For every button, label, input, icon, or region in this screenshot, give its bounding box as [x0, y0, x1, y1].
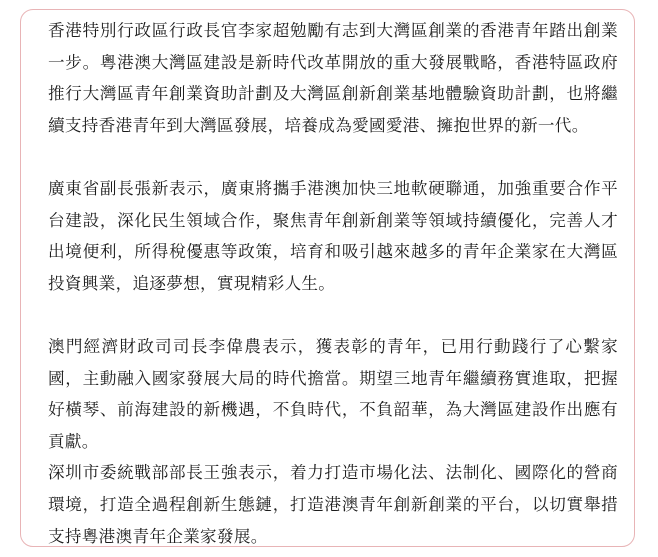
- paragraph-guangdong: 廣東省副長張新表示，廣東將攜手港澳加快三地軟硬聯通，加強重要合作平台建設，深化民生領域合作，聚焦青年創新創業等領域持續優化，完善人才出境便利，所得稅優惠等政策，培育和吸引越來越多的青年企業家在大灣區投資興業，追逐夢想，實現精彩人生。: [48, 178, 618, 293]
- paragraph-macau: 澳門經濟財政司司長李偉農表示，獲表彰的青年，已用行動踐行了心繫家國，主動融入國家發展大局的時代擔當。期望三地青年繼續務實進取，把握好橫琴、前海建設的新機遇，不負時代，不負韶華，為大灣區建設作出應有貢獻。: [48, 336, 618, 451]
- paragraph-chief-executive: 香港特別行政區行政長官李家超勉勵有志到大灣區創業的香港青年踏出創業一步。粵港澳大灣區建設是新時代改革開放的重大發展戰略，香港特區政府推行大灣區青年創業資助計劃及大灣區創新創業基地體驗資助計劃，也將繼續支持香港青年到大灣區發展，培養成為愛國愛港、擁抱世界的新一代。: [48, 21, 618, 135]
- paragraph-shenzhen: 深圳市委統戰部部長王強表示，着力打造市場化法、法制化、國際化的營商環境，打造全過程創新生態鏈，打造港澳青年創新創業的平台，以切實舉措支持粵港澳青年企業家發展。: [48, 463, 618, 546]
- paragraph-spacer: [48, 141, 618, 173]
- paragraph-spacer: [48, 299, 618, 331]
- article-body: [48, 15, 618, 552]
